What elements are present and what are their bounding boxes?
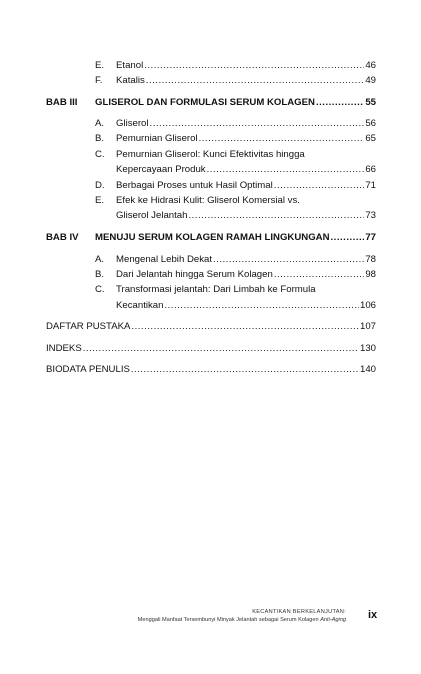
dot-leader: [188, 210, 364, 222]
entry-title: Berbagai Proses untuk Hasil Optimal: [116, 180, 273, 191]
entry-title: Kepercayaan Produk: [116, 164, 206, 175]
running-footer: [138, 608, 346, 624]
toc-entry[interactable]: [95, 75, 376, 87]
entry-page: 73: [365, 210, 376, 221]
dot-leader: [131, 364, 359, 376]
toc-entry[interactable]: [116, 300, 376, 312]
entry-letter: A.: [95, 118, 105, 129]
dot-leader: [199, 133, 365, 145]
entry-letter: E.: [95, 60, 105, 71]
entry-page: 130: [359, 343, 376, 354]
entry-letter: E.: [95, 195, 105, 206]
footer-subtitle: [138, 616, 346, 624]
chapter-label: BAB III: [46, 97, 78, 108]
dot-leader: [331, 232, 365, 244]
toc-entry[interactable]: [116, 210, 376, 222]
chapter-title: GLISEROL DAN FORMULASI SERUM KOLAGEN: [95, 97, 315, 108]
footer-subtitle-main: Menggali Manfaat Tersembunyi Minyak Jelantah sebagai Serum Kolagen: [137, 617, 321, 623]
entry-letter: C.: [95, 284, 105, 295]
entry-title-line1: [116, 195, 343, 207]
toc-entry[interactable]: [116, 164, 376, 176]
entry-page: 49: [365, 75, 376, 86]
entry-letter: A.: [95, 254, 105, 265]
entry-title-line1: [116, 284, 343, 296]
toc-entry-indeks[interactable]: [46, 343, 376, 355]
toc-entry[interactable]: [95, 118, 376, 130]
chapter-page: 77: [365, 232, 376, 243]
entry-letter: B.: [95, 133, 105, 144]
entry-title: Mengenal Lebih Dekat: [116, 254, 213, 265]
toc-entry-daftar-pustaka[interactable]: [46, 321, 376, 333]
entry-title: Gliserol: [116, 118, 149, 129]
dot-leader: [144, 60, 364, 72]
toc-chapter-3[interactable]: [46, 97, 376, 109]
entry-title: Kecantikan: [116, 300, 164, 311]
toc-entry[interactable]: [95, 269, 376, 281]
entry-title: BIODATA PENULIS: [46, 364, 130, 375]
entry-title: Dari Jelantah hingga Serum Kolagen: [116, 269, 273, 280]
dot-leader: [146, 75, 365, 87]
entry-title: DAFTAR PUSTAKA: [46, 321, 131, 332]
toc-entry[interactable]: [95, 60, 376, 72]
entry-title-line1-text: Transformasi jelantah: Dari Limbah ke Formula: [116, 284, 316, 295]
page-number: ix: [368, 609, 378, 621]
entry-page: 78: [365, 254, 376, 265]
dot-leader: [131, 321, 359, 333]
toc-chapter-4[interactable]: [46, 232, 376, 244]
entry-page: 98: [365, 269, 376, 280]
chapter-label: BAB IV: [46, 232, 79, 243]
chapter-title: MENUJU SERUM KOLAGEN RAMAH LINGKUNGAN: [95, 232, 330, 243]
dot-leader: [164, 300, 359, 312]
entry-title: Pemurnian Gliserol: [116, 133, 198, 144]
dot-leader: [83, 343, 359, 355]
entry-page: 71: [365, 180, 376, 191]
entry-page: 46: [365, 60, 376, 71]
toc-entry[interactable]: [95, 180, 376, 192]
dot-leader: [274, 180, 365, 192]
dot-leader: [213, 254, 364, 266]
dot-leader: [150, 118, 365, 130]
entry-page: 140: [359, 364, 376, 375]
entry-page: 106: [359, 300, 376, 311]
entry-title: Gliserol Jelantah: [116, 210, 188, 221]
entry-title: INDEKS: [46, 343, 82, 354]
dot-leader: [316, 97, 364, 109]
entry-page: 65: [365, 133, 376, 144]
entry-title: Katalis: [116, 75, 145, 86]
toc-entry[interactable]: [95, 133, 376, 145]
entry-page: 66: [365, 164, 376, 175]
chapter-page: 55: [365, 97, 376, 108]
entry-letter: B.: [95, 269, 105, 280]
entry-page: 56: [365, 118, 376, 129]
toc-entry-first-line[interactable]: [95, 284, 376, 296]
entry-letter: C.: [95, 149, 105, 160]
entry-page: 107: [359, 321, 376, 332]
entry-title-line1-text: Efek ke Hidrasi Kulit: Gliserol Komersial vs.: [116, 195, 300, 206]
toc-entry[interactable]: [95, 254, 376, 266]
entry-title-line1: [116, 149, 343, 161]
dot-leader: [207, 164, 365, 176]
entry-letter: F.: [95, 75, 103, 86]
dot-leader: [274, 269, 365, 281]
entry-letter: D.: [95, 180, 105, 191]
footer-book-title: KECANTIKAN BERKELANJUTAN:: [252, 609, 346, 615]
entry-title: Etanol: [116, 60, 144, 71]
entry-title-line1-text: Pemurnian Gliserol: Kunci Efektivitas hingga: [116, 149, 305, 160]
toc-entry-biodata-penulis[interactable]: [46, 364, 376, 376]
toc-entry-first-line[interactable]: [95, 195, 376, 207]
footer-subtitle-italic: Anti-Aging: [320, 617, 346, 623]
toc-entry-first-line[interactable]: [95, 149, 376, 161]
